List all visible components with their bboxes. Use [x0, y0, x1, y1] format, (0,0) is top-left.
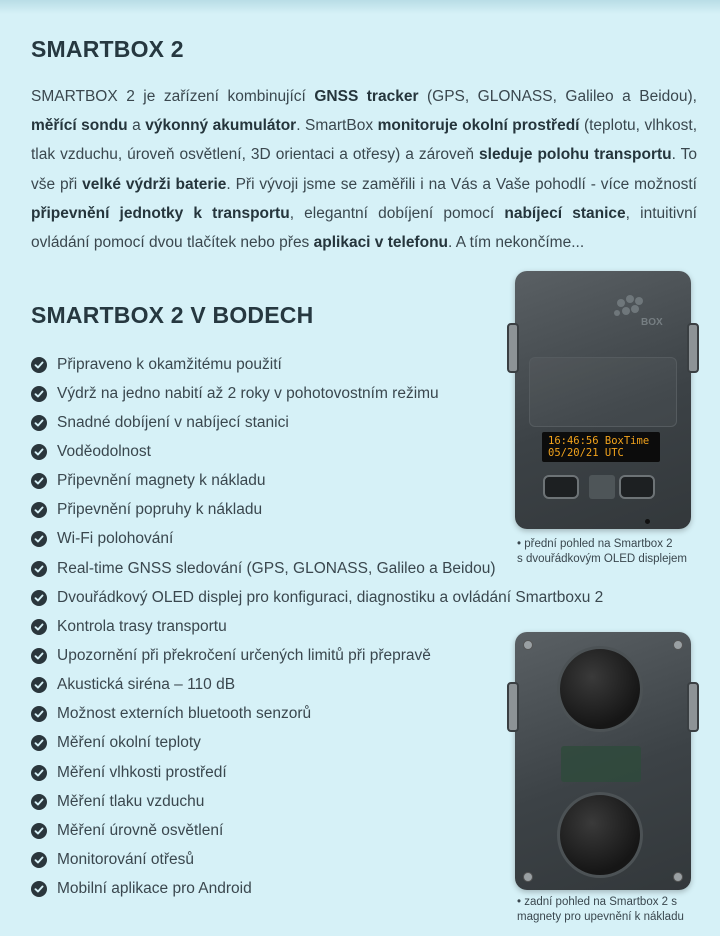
caption-back [517, 895, 717, 925]
intro-text: . SmartBox [296, 117, 378, 135]
check-circle-icon [31, 386, 47, 402]
feature-label: Snadné dobíjení v nabíjecí stanici [57, 413, 289, 431]
intro-text: , elegantní dobíjení pomocí [289, 204, 505, 222]
screw [673, 872, 683, 882]
check-circle-icon [31, 794, 47, 810]
feature-label: Měření vlhkosti prostředí [57, 763, 227, 781]
mount-ear-left [507, 682, 519, 732]
intro-text: (teplotu, vlhkost, tlak vzduchu, úroveň osvětlení, 3D orientaci a otřesy) a zároveň [31, 117, 698, 164]
status-leds [589, 475, 615, 499]
feature-label: Upozornění při překročení určených limitů při přepravě [57, 646, 431, 664]
feature-label: Měření tlaku vzduchu [57, 792, 205, 810]
intro-text: . A tím nekončíme... [448, 234, 585, 252]
check-circle-icon [31, 415, 47, 431]
feature-label: Měření úrovně osvětlení [57, 821, 224, 839]
feature-item [31, 583, 603, 612]
feature-label: Dvouřádkový OLED displej pro konfiguraci, diagnostiku a ovládání Smartboxu 2 [57, 588, 604, 606]
check-circle-icon [31, 590, 47, 606]
check-circle-icon [31, 677, 47, 693]
feature-label: Kontrola trasy transportu [57, 617, 227, 635]
top-shadow [0, 0, 720, 14]
logo-text: BOX [641, 317, 663, 328]
intro-text: . Při vývoji jsme se zaměřili i na Vás a Vaše pohodlí - více možností [226, 175, 697, 193]
feature-label: Výdrž na jedno nabití až 2 roky v pohotovostním režimu [57, 384, 439, 402]
intro-text: a [127, 117, 146, 135]
intro-highlight: monitoruje okolní prostředí [377, 117, 580, 135]
feature-label: Monitorování otřesů [57, 850, 194, 868]
check-circle-icon [31, 619, 47, 635]
section-title-features: SMARTBOX 2 V BODECH [31, 302, 314, 328]
oled-display [542, 432, 660, 462]
check-circle-icon [31, 881, 47, 897]
caption-back-line-2: magnety pro upevnění k nákladu [517, 911, 684, 923]
intro-text: SMARTBOX 2 je zařízení kombinující [31, 88, 315, 105]
feature-label: Připevnění magnety k nákladu [57, 472, 266, 490]
feature-label: Možnost externích bluetooth senzorů [57, 705, 312, 723]
feature-label: Akustická siréna – 110 dB [57, 676, 236, 694]
check-circle-icon [31, 648, 47, 664]
magnet-top [557, 646, 643, 732]
smartbox-logo [599, 289, 669, 333]
screw [673, 640, 683, 650]
mount-ear-right [687, 323, 699, 373]
device-back-image [515, 632, 691, 890]
feature-label: Real-time GNSS sledování (GPS, GLONASS, Galileo a Beidou) [57, 559, 496, 577]
check-circle-icon [31, 444, 47, 460]
feature-label: Mobilní aplikace pro Android [57, 880, 252, 898]
mount-ear-left [507, 323, 519, 373]
intro-highlight: aplikaci v telefonu [313, 234, 449, 252]
intro-text: (GPS, GLONASS, Galileo a Beidou), [418, 88, 697, 105]
feature-label: Připevnění popruhy k nákladu [57, 501, 263, 519]
check-circle-icon [31, 561, 47, 577]
feature-label: Voděodolnost [57, 442, 151, 460]
check-circle-icon [31, 502, 47, 518]
caption-front-line-1: • přední pohled na Smartbox 2 [517, 538, 673, 550]
check-circle-icon [31, 765, 47, 781]
feature-label: Připraveno k okamžitému použití [57, 355, 282, 373]
oled-line-1: 16:46:56 BoxTime [548, 435, 650, 447]
inner-housing [529, 357, 677, 427]
check-circle-icon [31, 735, 47, 751]
check-circle-icon [31, 706, 47, 722]
intro-highlight: nabíjecí stanice [504, 204, 626, 222]
intro-paragraph [31, 82, 697, 257]
feature-label: Wi-Fi polohování [57, 530, 174, 548]
screw [523, 640, 533, 650]
sensor-hole [645, 519, 650, 524]
device-button-left [543, 475, 579, 499]
battery-window [561, 746, 641, 782]
caption-front [517, 537, 717, 567]
magnet-bottom [557, 792, 643, 878]
intro-text: , intuitivní ovládání pomocí dvou tlačítek nebo přes [31, 204, 697, 252]
device-front-image [515, 271, 691, 529]
check-circle-icon [31, 823, 47, 839]
intro-highlight: GNSS tracker [314, 88, 419, 105]
screw [523, 872, 533, 882]
caption-back-line-1: • zadní pohled na Smartbox 2 s [517, 896, 678, 908]
check-circle-icon [31, 473, 47, 489]
intro-text: . To vše při [31, 146, 698, 193]
mount-ear-right [687, 682, 699, 732]
intro-highlight: připevnění jednotky k transportu [31, 204, 290, 222]
check-circle-icon [31, 357, 47, 373]
intro-highlight: výkonný akumulátor [145, 117, 297, 135]
caption-front-line-2: s dvouřádkovým OLED displejem [517, 553, 688, 565]
feature-label: Měření okolní teploty [57, 734, 201, 752]
device-button-right [619, 475, 655, 499]
intro-highlight: sleduje polohu transportu [479, 146, 672, 164]
check-circle-icon [31, 531, 47, 547]
section-title-smartbox: SMARTBOX 2 [31, 36, 184, 62]
intro-highlight: měřící sondu [31, 117, 128, 135]
check-circle-icon [31, 852, 47, 868]
oled-line-2: 05/20/21 UTC [548, 447, 624, 459]
intro-highlight: velké výdrži baterie [82, 175, 227, 193]
